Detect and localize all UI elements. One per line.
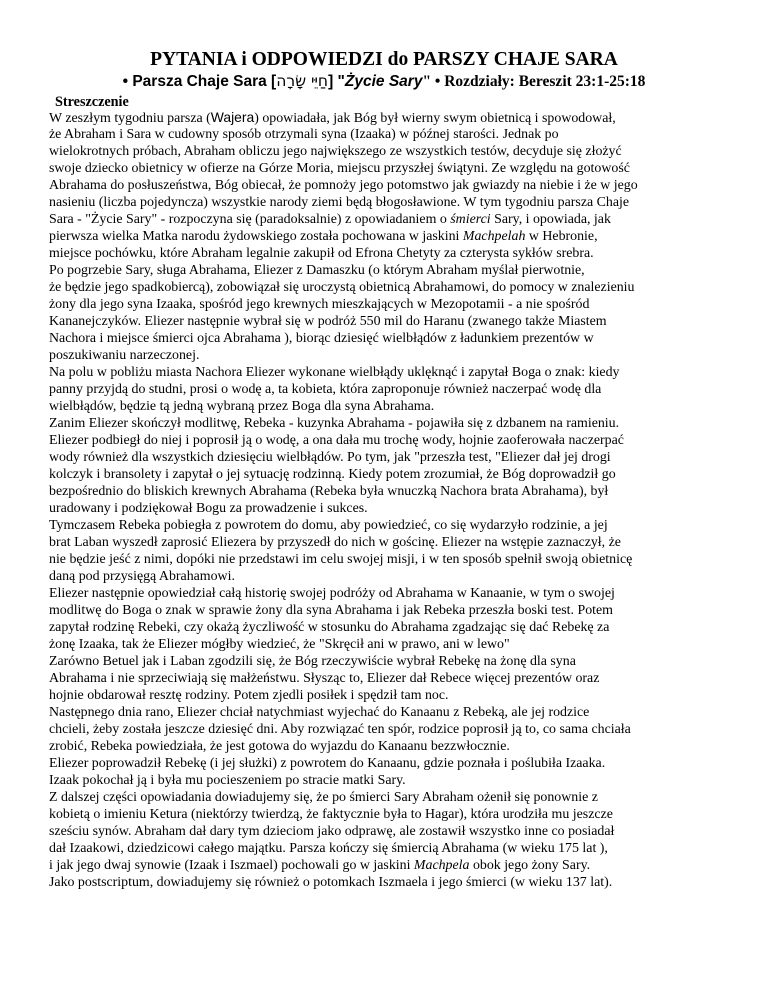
text-line <box>49 653 749 670</box>
text-segment: hojnie obdarował resztę rodziny. Potem zjedli posiłek i spędził tam noc. <box>49 688 449 703</box>
text-segment: obok jego żony Sary. <box>469 858 591 873</box>
text-segment: Następnego dnia rano, Eliezer chciał natychmiast wyjechać do Kanaanu z Rebeką, ale jej rodzice <box>49 705 590 720</box>
text-segment: Abrahama do posłuszeństwa, Bóg obiecał, że pomnoży jego potomstwo jak gwiazdy na niebie i że w jego <box>49 178 638 193</box>
text-segment: że Abraham i Sara w cudowny sposób otrzymali syna (Izaaka) w późnej starości. Jednak po <box>49 127 559 142</box>
text-segment: Jako postscriptum, dowiadujemy się również o potomkach Iszmaela i jego śmierci (w wieku 137 lat). <box>49 875 613 890</box>
text-line <box>49 296 749 313</box>
text-line <box>49 704 749 721</box>
italic-term: Machpelah <box>462 229 526 244</box>
text-line <box>49 194 749 211</box>
parsha-label: • Parsza Chaje Sara [ <box>122 73 277 90</box>
summary-body <box>49 109 749 891</box>
text-segment: że będzie jego spadkobiercą), zobowiązał się uroczystą obietnicą Abrahamowi, do pomocy w znalezieniu <box>49 280 635 295</box>
text-segment: Na polu w pobliżu miasta Nachora Eliezer wykonane wielbłądy uklęknąć i zapytał Boga o znak: kiedy <box>49 365 620 380</box>
text-segment: Eliezer następnie opowiedział całą historię swojej podróży od Abrahama w Kanaanie, w tym o swojej <box>49 586 615 601</box>
text-line <box>49 466 749 483</box>
chapters-reference: " • Rozdziały: Bereszit 23:1-25:18 <box>422 73 646 90</box>
text-line <box>49 126 749 143</box>
italic-term: Machpela <box>413 858 470 873</box>
text-segment: miejsce pochówku, które Abraham legalnie zakupił od Efrona Chetyty za czterysta sykłów srebra. <box>49 246 594 261</box>
text-line <box>49 755 749 772</box>
text-segment: Sary, i opowiada, jak <box>490 212 611 227</box>
text-segment: nasieniu (liczba pojedyncza) wszystkie narody ziemi będą błogosławione. W tym tygodniu parsza Chaje <box>49 195 630 210</box>
text-segment: dał Izaakowi, dziedzicowi całego majątku. Parsza kończy się śmiercią Abrahama (w wieku 175 lat ), <box>49 841 608 856</box>
text-line <box>49 228 749 245</box>
text-segment: Z dalszej części opowiadania dowiadujemy się, że po śmierci Sary Abraham ożenił się ponownie z <box>49 790 598 805</box>
hebrew-name: חַיֵּי שָׂרָה <box>276 72 329 90</box>
parsha-name: Wajera <box>210 109 255 125</box>
text-line <box>49 398 749 415</box>
text-line <box>49 619 749 636</box>
text-segment: poszukiwaniu narzeczonej. <box>49 348 200 363</box>
text-line <box>49 687 749 704</box>
text-line <box>49 347 749 364</box>
text-line <box>49 432 749 449</box>
text-line <box>49 670 749 687</box>
text-line <box>49 313 749 330</box>
text-segment: i jak jego dwaj synowie (Izaak i Iszmael) pochowali go w jaskini <box>49 858 414 873</box>
text-line <box>49 823 749 840</box>
text-segment: Sara - "Życie Sary" - rozpoczyna się (paradoksalnie) z opowiadaniem o <box>49 212 451 227</box>
close-bracket: ] " <box>328 73 345 90</box>
text-line <box>49 143 749 160</box>
text-line <box>49 415 749 432</box>
section-heading: Streszczenie <box>55 94 129 110</box>
text-segment: Tymczasem Rebeka pobiegła z powrotem do domu, aby powiedzieć, co się wydarzyło rodzinie, a jej <box>49 518 608 533</box>
text-line <box>49 721 749 738</box>
text-segment: Eliezer poprowadził Rebekę (i jej służki) z powrotem do Kanaanu, gdzie poznała i poślubiła Izaaka. <box>49 756 606 771</box>
parsha-translation: Życie Sary <box>344 73 423 90</box>
text-segment: daną pod przysięgą Abrahamowi. <box>49 569 235 584</box>
text-line <box>49 364 749 381</box>
text-segment: Izaak pokochał ją i była mu pocieszeniem po stracie matki Sary. <box>49 773 406 788</box>
text-segment: ) opowiadała, jak Bóg był wierny swym obietnicą i spowodował, <box>254 111 616 126</box>
text-segment: W zeszłym tygodniu parsza ( <box>49 111 211 126</box>
text-segment: żonę Izaaka, tak że Eliezer mógłby wiedzieć, że "Skręcił ani w prawo, ani w lewo" <box>49 637 510 652</box>
text-line <box>49 636 749 653</box>
text-line <box>49 517 749 534</box>
text-segment: wielbłądów, będzie tą jedną wybraną przez Boga dla syna Abrahama. <box>49 399 435 414</box>
text-segment: kolczyk i bransolety i zapytał o jej sytuację rodzinną. Kiedy potem zrozumiał, że Bóg doprowadził go <box>49 467 616 482</box>
text-segment: Kananejczyków. Eliezer następnie wybrał się w podróż 550 mil do Haranu (zwanego także Miastem <box>49 314 607 329</box>
text-line <box>49 534 749 551</box>
text-line <box>49 279 749 296</box>
text-segment: modlitwę do Boga o znak w sprawie żony dla syna Abrahama i jak Rebeka przeszła boski test. Potem <box>49 603 613 618</box>
text-segment: pierwsza wielka Matka narodu żydowskiego została pochowana w jaskini <box>49 229 463 244</box>
text-segment: swoje dziecko obietnicy w ofierze na Górze Moria, miejscu przyszłej świątyni. Ze względu na gotowość <box>49 161 630 176</box>
text-segment: uradowany i podziękował Bogu za prowadzenie i sukces. <box>49 501 368 516</box>
text-line <box>49 177 749 194</box>
text-segment: panny przyjdą do studni, prosi o wodę a, ta kobieta, która zaproponuje również naczerpać wodę dla <box>49 382 602 397</box>
text-line <box>49 449 749 466</box>
text-segment: w Hebronie, <box>525 229 598 244</box>
text-line <box>49 738 749 755</box>
text-segment: wody również dla wszystkich dziesięciu wielbłądów. Po tym, jak "przeszła test, "Eliezer dał jej drogi <box>49 450 611 465</box>
text-segment: Eliezer podbiegł do niej i poprosił ją o wodę, a ona dała mu trochę wody, hojnie zaoferowała naczerpać <box>49 433 624 448</box>
text-line <box>49 330 749 347</box>
text-line <box>49 500 749 517</box>
text-segment: chcieli, żeby została jeszcze dziesięć dni. Aby rozwiązać ten spór, rodzice poprosił ją to, co sama chciała <box>49 722 631 737</box>
document-title: PYTANIA i ODPOWIEDZI do PARSZY CHAJE SARA <box>150 49 618 70</box>
text-segment: brat Laban wyszedł zaprosić Eliezera by przyszedł do nich w gościnę. Eliezer na wstępie zaznaczył, że <box>49 535 621 550</box>
text-line <box>49 602 749 619</box>
text-line <box>49 806 749 823</box>
text-segment: Abrahama i nie sprzeciwiają się małżeństwu. Słysząc to, Eliezer dał Rebece więcej prezentów oraz <box>49 671 600 686</box>
text-line <box>49 551 749 568</box>
text-segment: sześciu synów. Abraham dał dary tym dzieciom jako odprawę, ale zostawił wszystko inne co posiadał <box>49 824 615 839</box>
text-line <box>49 840 749 857</box>
text-segment: zapytał rodzinę Rebeki, czy okażą życzliwość w stosunku do Abrahama zgadzając się dać Rebekę za <box>49 620 610 635</box>
text-segment: Zanim Eliezer skończył modlitwę, Rebeka - kuzynka Abrahama - pojawiła się z dzbanem na ramieniu. <box>49 416 620 431</box>
text-line <box>49 585 749 602</box>
text-segment: wielokrotnych próbach, Abraham obliczu jego największego ze wszystkich testów, decyduje się złożyć <box>49 144 622 159</box>
document-subtitle <box>0 72 768 91</box>
text-line <box>49 160 749 177</box>
text-line <box>49 381 749 398</box>
text-line <box>49 211 749 228</box>
text-line <box>49 789 749 806</box>
text-segment: kobietą o imieniu Ketura (niektórzy twierdzą, że faktycznie była to Hagar), która urodziła mu jeszcze <box>49 807 613 822</box>
text-line <box>49 874 749 891</box>
text-line <box>49 568 749 585</box>
text-segment: żony dla jego syna Izaaka, spośród jego krewnych mieszkających w Mezopotamii - a nie spośród <box>49 297 590 312</box>
text-segment: nie będzie jeść z nimi, dopóki nie przedstawi im celu swojej misji, i w ten sposób spełnił swoją obietnicę <box>49 552 633 567</box>
text-segment: bezpośrednio do bliskich krewnych Abrahama (Rebeka była wnuczką Nachora brata Abrahama), był <box>49 484 609 499</box>
text-segment: Po pogrzebie Sary, sługa Abrahama, Eliezer z Damaszku (o którym Abraham myślał pierwotnie, <box>49 263 585 278</box>
text-line <box>49 245 749 262</box>
text-line <box>49 857 749 874</box>
text-line <box>49 483 749 500</box>
text-line <box>49 262 749 279</box>
text-line <box>49 109 749 126</box>
text-segment: Nachora i miejsce śmierci ojca Abrahama ), biorąc dziesięć wielbłądów z ładunkiem prezentów w <box>49 331 594 346</box>
italic-term: śmierci <box>450 212 491 227</box>
text-line <box>49 772 749 789</box>
text-segment: zrobić, Rebeka powiedziała, że jest gotowa do wyjazdu do Kanaanu bezzwłocznie. <box>49 739 510 754</box>
text-segment: Zarówno Betuel jak i Laban zgodzili się, że Bóg rzeczywiście wybrał Rebekę na żonę dla syna <box>49 654 576 669</box>
